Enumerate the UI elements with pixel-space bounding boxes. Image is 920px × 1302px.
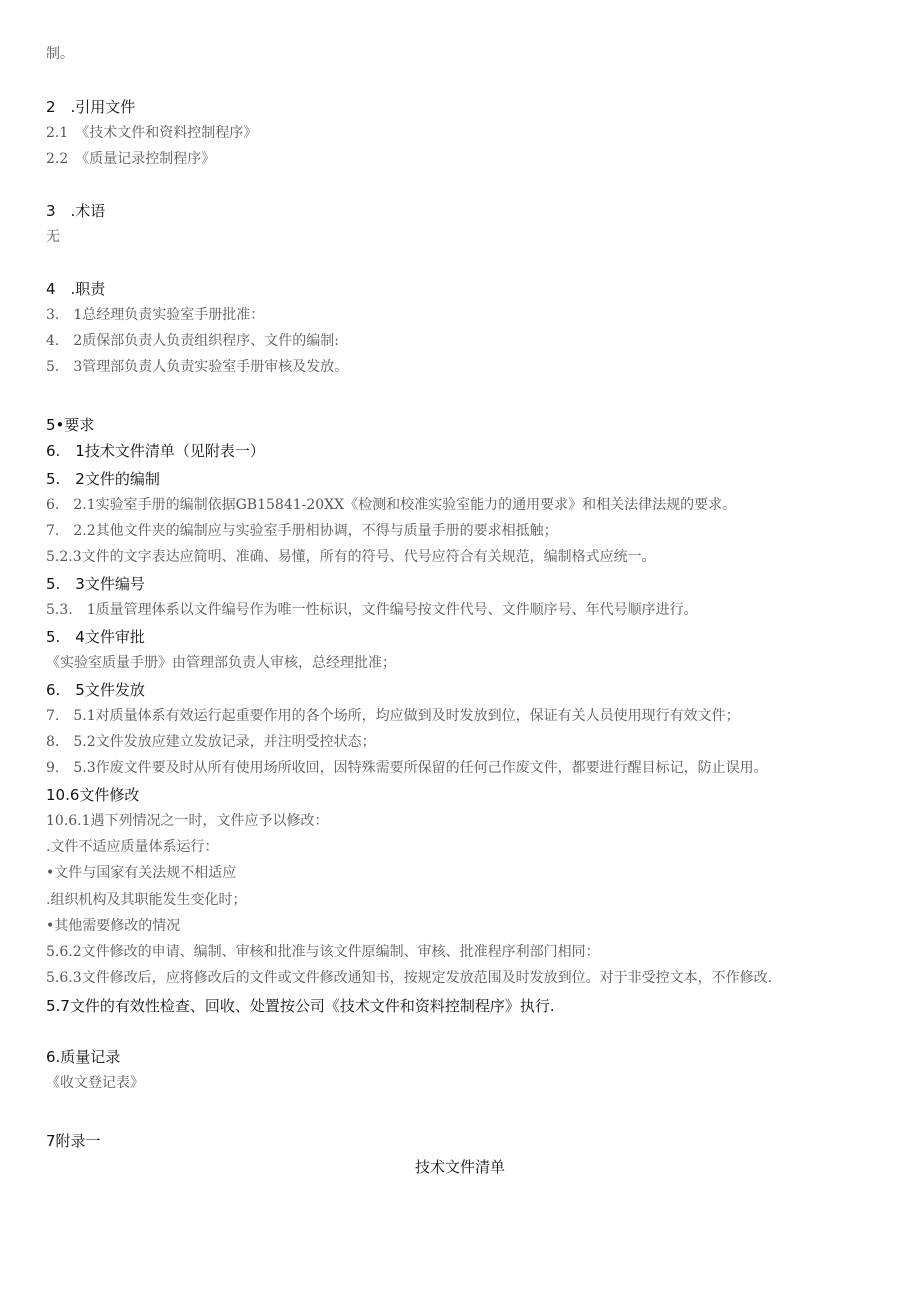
text-line: 5.6.3文件修改后，应将修改后的文件或文件修改通知书，按规定发放范围及时发放到位。对于非受控文本，不作修改. — [46, 970, 773, 986]
text-line: 2.1 《技术文件和资料控制程序》 — [46, 125, 258, 141]
text-line: 5. 3管理部负责人负责实验室手册审核及发放。 — [46, 359, 349, 375]
text-line: 3. 1总经理负责实验室手册批准： — [46, 307, 265, 323]
text-line: 4. 2质保部负责人负责组织程序、文件的编制: — [46, 333, 339, 349]
text-line: 2.2 《质量记录控制程序》 — [46, 151, 216, 167]
section-heading-requirements: 5•要求 — [46, 416, 95, 434]
subsection-heading: 5. 2文件的编制 — [46, 470, 160, 488]
text-line: 10.6.1遇下列情况之一时，文件应予以修改： — [46, 813, 329, 829]
text-line: 制。 — [46, 46, 74, 62]
section-heading-quality-records: 6.质量记录 — [46, 1048, 121, 1066]
section-heading-appendix: 7附录一 — [46, 1132, 101, 1150]
text-line: 6. 2.1实验室手册的编制依据GB15841-20XX《检测和校准实验室能力的通用要求》和相关法律法规的要求。 — [46, 497, 737, 513]
text-line: 5.2.3文件的文字表达应简明、准确、易懂，所有的符号、代号应符合有关规范，编制格式应统一。 — [46, 549, 656, 565]
subsection-heading: 5. 3文件编号 — [46, 575, 145, 593]
text-line: 《收文登记表》 — [46, 1075, 144, 1091]
subsection-heading: 5. 4文件审批 — [46, 628, 145, 646]
text-line: •文件与国家有关法规不相适应 — [46, 865, 237, 881]
text-line: 5.3. 1质量管理体系以文件编号作为唯一性标识，文件编号按文件代号、文件顺序号、年代号顺序进行。 — [46, 602, 698, 618]
text-line: .文件不适应质量体系运行： — [46, 839, 219, 855]
text-line: 9. 5.3作废文件要及时从所有使用场所收回，因特殊需要所保留的任何己作废文件，都要进行醒目标记，防止误用。 — [46, 760, 768, 776]
subsection-heading: 6. 1技术文件清单（见附表一） — [46, 442, 265, 460]
section-heading-references: 2 .引用文件 — [46, 98, 136, 116]
subsection-heading: 10.6文件修改 — [46, 786, 140, 804]
section-heading-duties: 4 .职责 — [46, 280, 106, 298]
section-heading-terms: 3 .术语 — [46, 202, 106, 220]
text-line: 5.6.2文件修改的申请、编制、审核和批准与该文件原编制、审核、批准程序利部门相同： — [46, 944, 600, 960]
text-line: 7. 2.2其他文件夹的编制应与实验室手册相协调，不得与质量手册的要求相抵触； — [46, 523, 558, 539]
text-line: 7. 5.1对质量体系有效运行起重要作用的各个场所，均应做到及时发放到位，保证有关人员使用现行有效文件； — [46, 708, 740, 724]
subsection-heading: 5.7文件的有效性检查、回收、处置按公司《技术文件和资料控制程序》执行. — [46, 997, 555, 1015]
appendix-table-title: 技术文件清单 — [414, 1158, 505, 1176]
text-line: 《实验室质量手册》由管理部负责人审核，总经理批准； — [46, 655, 396, 671]
subsection-heading: 6. 5文件发放 — [46, 681, 145, 699]
text-line: •其他需要修改的情况 — [46, 918, 181, 934]
text-line: .组织机构及其职能发生变化时； — [46, 892, 247, 908]
text-line: 无 — [46, 229, 60, 245]
text-line: 8. 5.2文件发放应建立发放记录，并注明受控状态； — [46, 734, 376, 750]
